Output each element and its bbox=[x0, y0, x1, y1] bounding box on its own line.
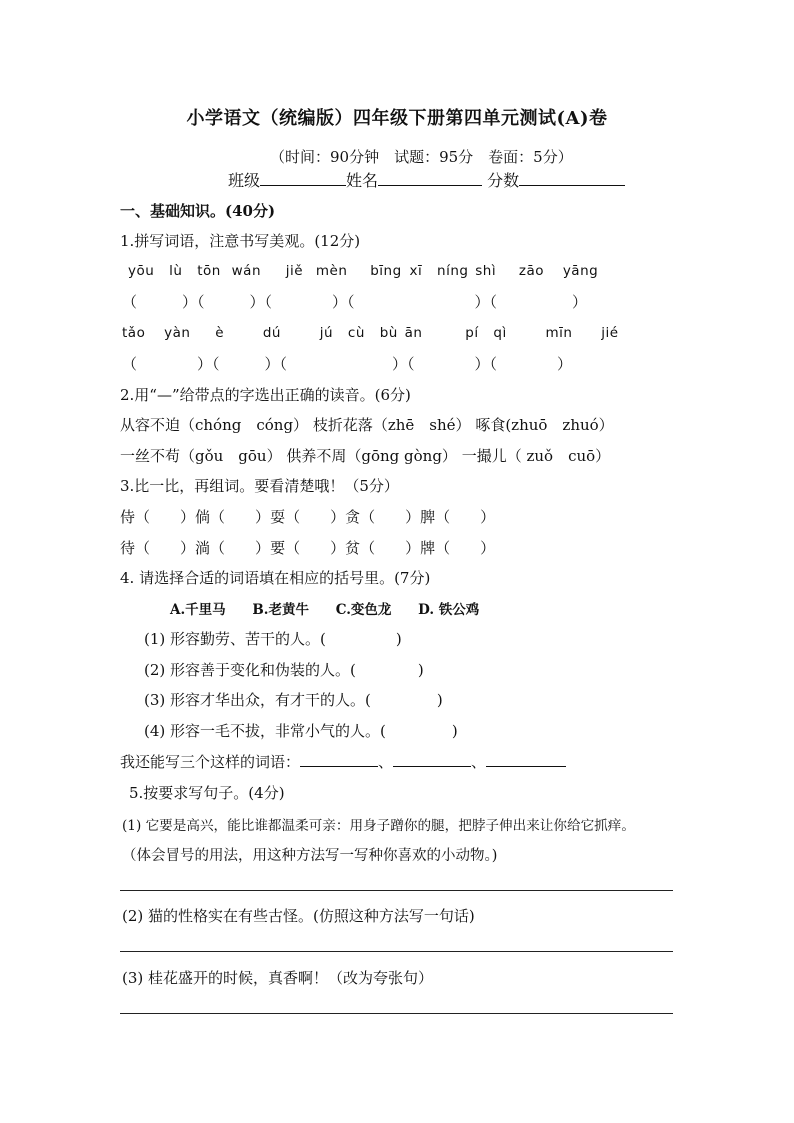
compare-row-2[interactable]: 待（ ）淌（ ）要（ ）贫（ ）牌（ ） bbox=[120, 539, 496, 557]
pinyin: ān bbox=[404, 325, 423, 341]
char: 侍 bbox=[120, 508, 136, 526]
pinyin: dú bbox=[262, 325, 281, 341]
close-paren: ) bbox=[436, 691, 443, 709]
class-label: 班级 bbox=[228, 171, 261, 190]
blank-field[interactable] bbox=[486, 752, 566, 767]
choice-item[interactable]: 枝折花落（zhē shé） bbox=[312, 416, 471, 434]
answer-brackets-row-1[interactable]: （ ）（ ）（ ）（ ）（ ） bbox=[122, 293, 588, 311]
pinyin: xī bbox=[409, 263, 423, 279]
pinyin: lù bbox=[169, 263, 183, 279]
answer-line-1[interactable] bbox=[120, 890, 673, 891]
compare-row-1[interactable]: 侍（ ）倘（ ）耍（ ）贪（ ）脾（ ） bbox=[120, 508, 496, 526]
char: 耍 bbox=[270, 508, 286, 526]
student-info bbox=[228, 168, 625, 191]
pinyin: yàn bbox=[164, 325, 191, 341]
choice-item[interactable]: 从容不迫（chóng cóng） bbox=[120, 416, 309, 434]
char: 倘 bbox=[195, 508, 211, 526]
sentence-3: (3) 桂花盛开的时候，真香啊！（改为夸张句） bbox=[122, 969, 434, 987]
pinyin: è bbox=[215, 325, 225, 341]
question-2-title: 2.用“—”给带点的字选出正确的读音。(6分) bbox=[120, 386, 411, 404]
option-b: B.老黄牛 bbox=[252, 602, 310, 618]
pinyin: jiě bbox=[285, 263, 304, 279]
fill-item-1[interactable] bbox=[144, 628, 402, 649]
pinyin: yāng bbox=[562, 263, 599, 279]
pinyin: jié bbox=[601, 325, 619, 341]
question-3-title: 3.比一比，再组词。要看清楚哦！（5分） bbox=[120, 477, 399, 495]
item-text: (2) 形容善于变化和伪装的人。( bbox=[144, 661, 356, 679]
pinyin: mīn bbox=[545, 325, 573, 341]
fill-item-2[interactable] bbox=[144, 659, 424, 680]
score-label: 分数 bbox=[487, 171, 520, 190]
pinyin: wán bbox=[231, 263, 261, 279]
blank-field[interactable] bbox=[393, 752, 471, 767]
char: 贫 bbox=[345, 539, 361, 557]
choice-item[interactable]: 一撮儿（ zuǒ cuō） bbox=[461, 447, 611, 465]
sentence-1: (1) 它要是高兴，能比谁都温柔可亲：用身子蹭你的腿，把脖子伸出来让你给它抓痒。 bbox=[122, 818, 635, 834]
option-a: A.千里马 bbox=[170, 602, 226, 618]
name-field[interactable] bbox=[378, 171, 482, 186]
fill-item-3[interactable] bbox=[144, 689, 443, 710]
item-text: (3) 形容才华出众，有才干的人。( bbox=[144, 691, 371, 709]
pinyin: cù bbox=[347, 325, 365, 341]
answer-line-3[interactable] bbox=[120, 1013, 673, 1014]
pinyin: níng bbox=[437, 263, 469, 279]
section-heading: 一、基础知识。(40分) bbox=[120, 202, 276, 220]
pinyin: yōu bbox=[128, 263, 155, 279]
pinyin: jú bbox=[319, 325, 334, 341]
pinyin-row-1 bbox=[128, 263, 598, 279]
fill-item-4[interactable] bbox=[144, 720, 458, 741]
answer-brackets-row-2[interactable]: （ ）（ ）（ ）（ ）（ ） bbox=[122, 355, 573, 373]
item-text: (4) 形容一毛不拔，非常小气的人。( bbox=[144, 722, 386, 740]
score-field[interactable] bbox=[519, 171, 625, 186]
choice-item[interactable]: 供养不周（gōng gòng） bbox=[286, 447, 457, 465]
pinyin: pí bbox=[465, 325, 479, 341]
reading-choice-line-2[interactable] bbox=[120, 445, 610, 466]
class-field[interactable] bbox=[260, 171, 346, 186]
close-paren: ) bbox=[395, 630, 402, 648]
pinyin-row-2 bbox=[122, 325, 619, 341]
option-c: C.变色龙 bbox=[335, 602, 392, 618]
pinyin: bīng bbox=[370, 263, 402, 279]
char: 要 bbox=[270, 539, 286, 557]
char: 待 bbox=[120, 539, 136, 557]
pinyin: tōn bbox=[197, 263, 221, 279]
extra-words-label: 我还能写三个这样的词语： bbox=[120, 753, 301, 771]
item-text: (1) 形容勤劳、苦干的人。( bbox=[144, 630, 326, 648]
extra-words[interactable]: 我还能写三个这样的词语： 、 、 bbox=[120, 751, 566, 772]
pinyin: bù bbox=[379, 325, 398, 341]
sentence-1-instruction: （体会冒号的用法，用这种方法写一写种你喜欢的小动物。) bbox=[122, 848, 498, 864]
blank-field[interactable] bbox=[300, 752, 378, 767]
question-5-title: 5.按要求写句子。(4分) bbox=[129, 784, 285, 802]
reading-choice-line-1[interactable] bbox=[120, 414, 614, 435]
pinyin: tǎo bbox=[122, 325, 146, 341]
answer-line-2[interactable] bbox=[120, 951, 673, 952]
name-label: 姓名 bbox=[346, 171, 379, 190]
question-4-title: 4. 请选择合适的词语填在相应的括号里。(7分) bbox=[120, 569, 431, 587]
pinyin: mèn bbox=[315, 263, 348, 279]
choice-item[interactable]: 一丝不苟（gǒu gōu） bbox=[120, 447, 282, 465]
pinyin: qì bbox=[493, 325, 507, 341]
exam-subtitle: （时间：90分钟 试题：95分 卷面：5分） bbox=[270, 148, 573, 166]
close-paren: ) bbox=[451, 722, 458, 740]
option-list bbox=[170, 598, 479, 618]
char: 牌 bbox=[420, 539, 436, 557]
sentence-2: (2) 猫的性格实在有些古怪。(仿照这种方法写一句话) bbox=[122, 907, 475, 925]
choice-item[interactable]: 啄食(zhuō zhuó） bbox=[475, 416, 614, 434]
pinyin: shì bbox=[475, 263, 497, 279]
close-paren: ) bbox=[417, 661, 424, 679]
option-d: D. 铁公鸡 bbox=[418, 602, 480, 618]
char: 淌 bbox=[195, 539, 211, 557]
char: 贪 bbox=[345, 508, 361, 526]
char: 脾 bbox=[420, 508, 436, 526]
page-title: 小学语文（统编版）四年级下册第四单元测试(A)卷 bbox=[186, 108, 608, 129]
question-1-title: 1.拼写词语，注意书写美观。(12分) bbox=[120, 232, 361, 250]
pinyin: zāo bbox=[518, 263, 545, 279]
